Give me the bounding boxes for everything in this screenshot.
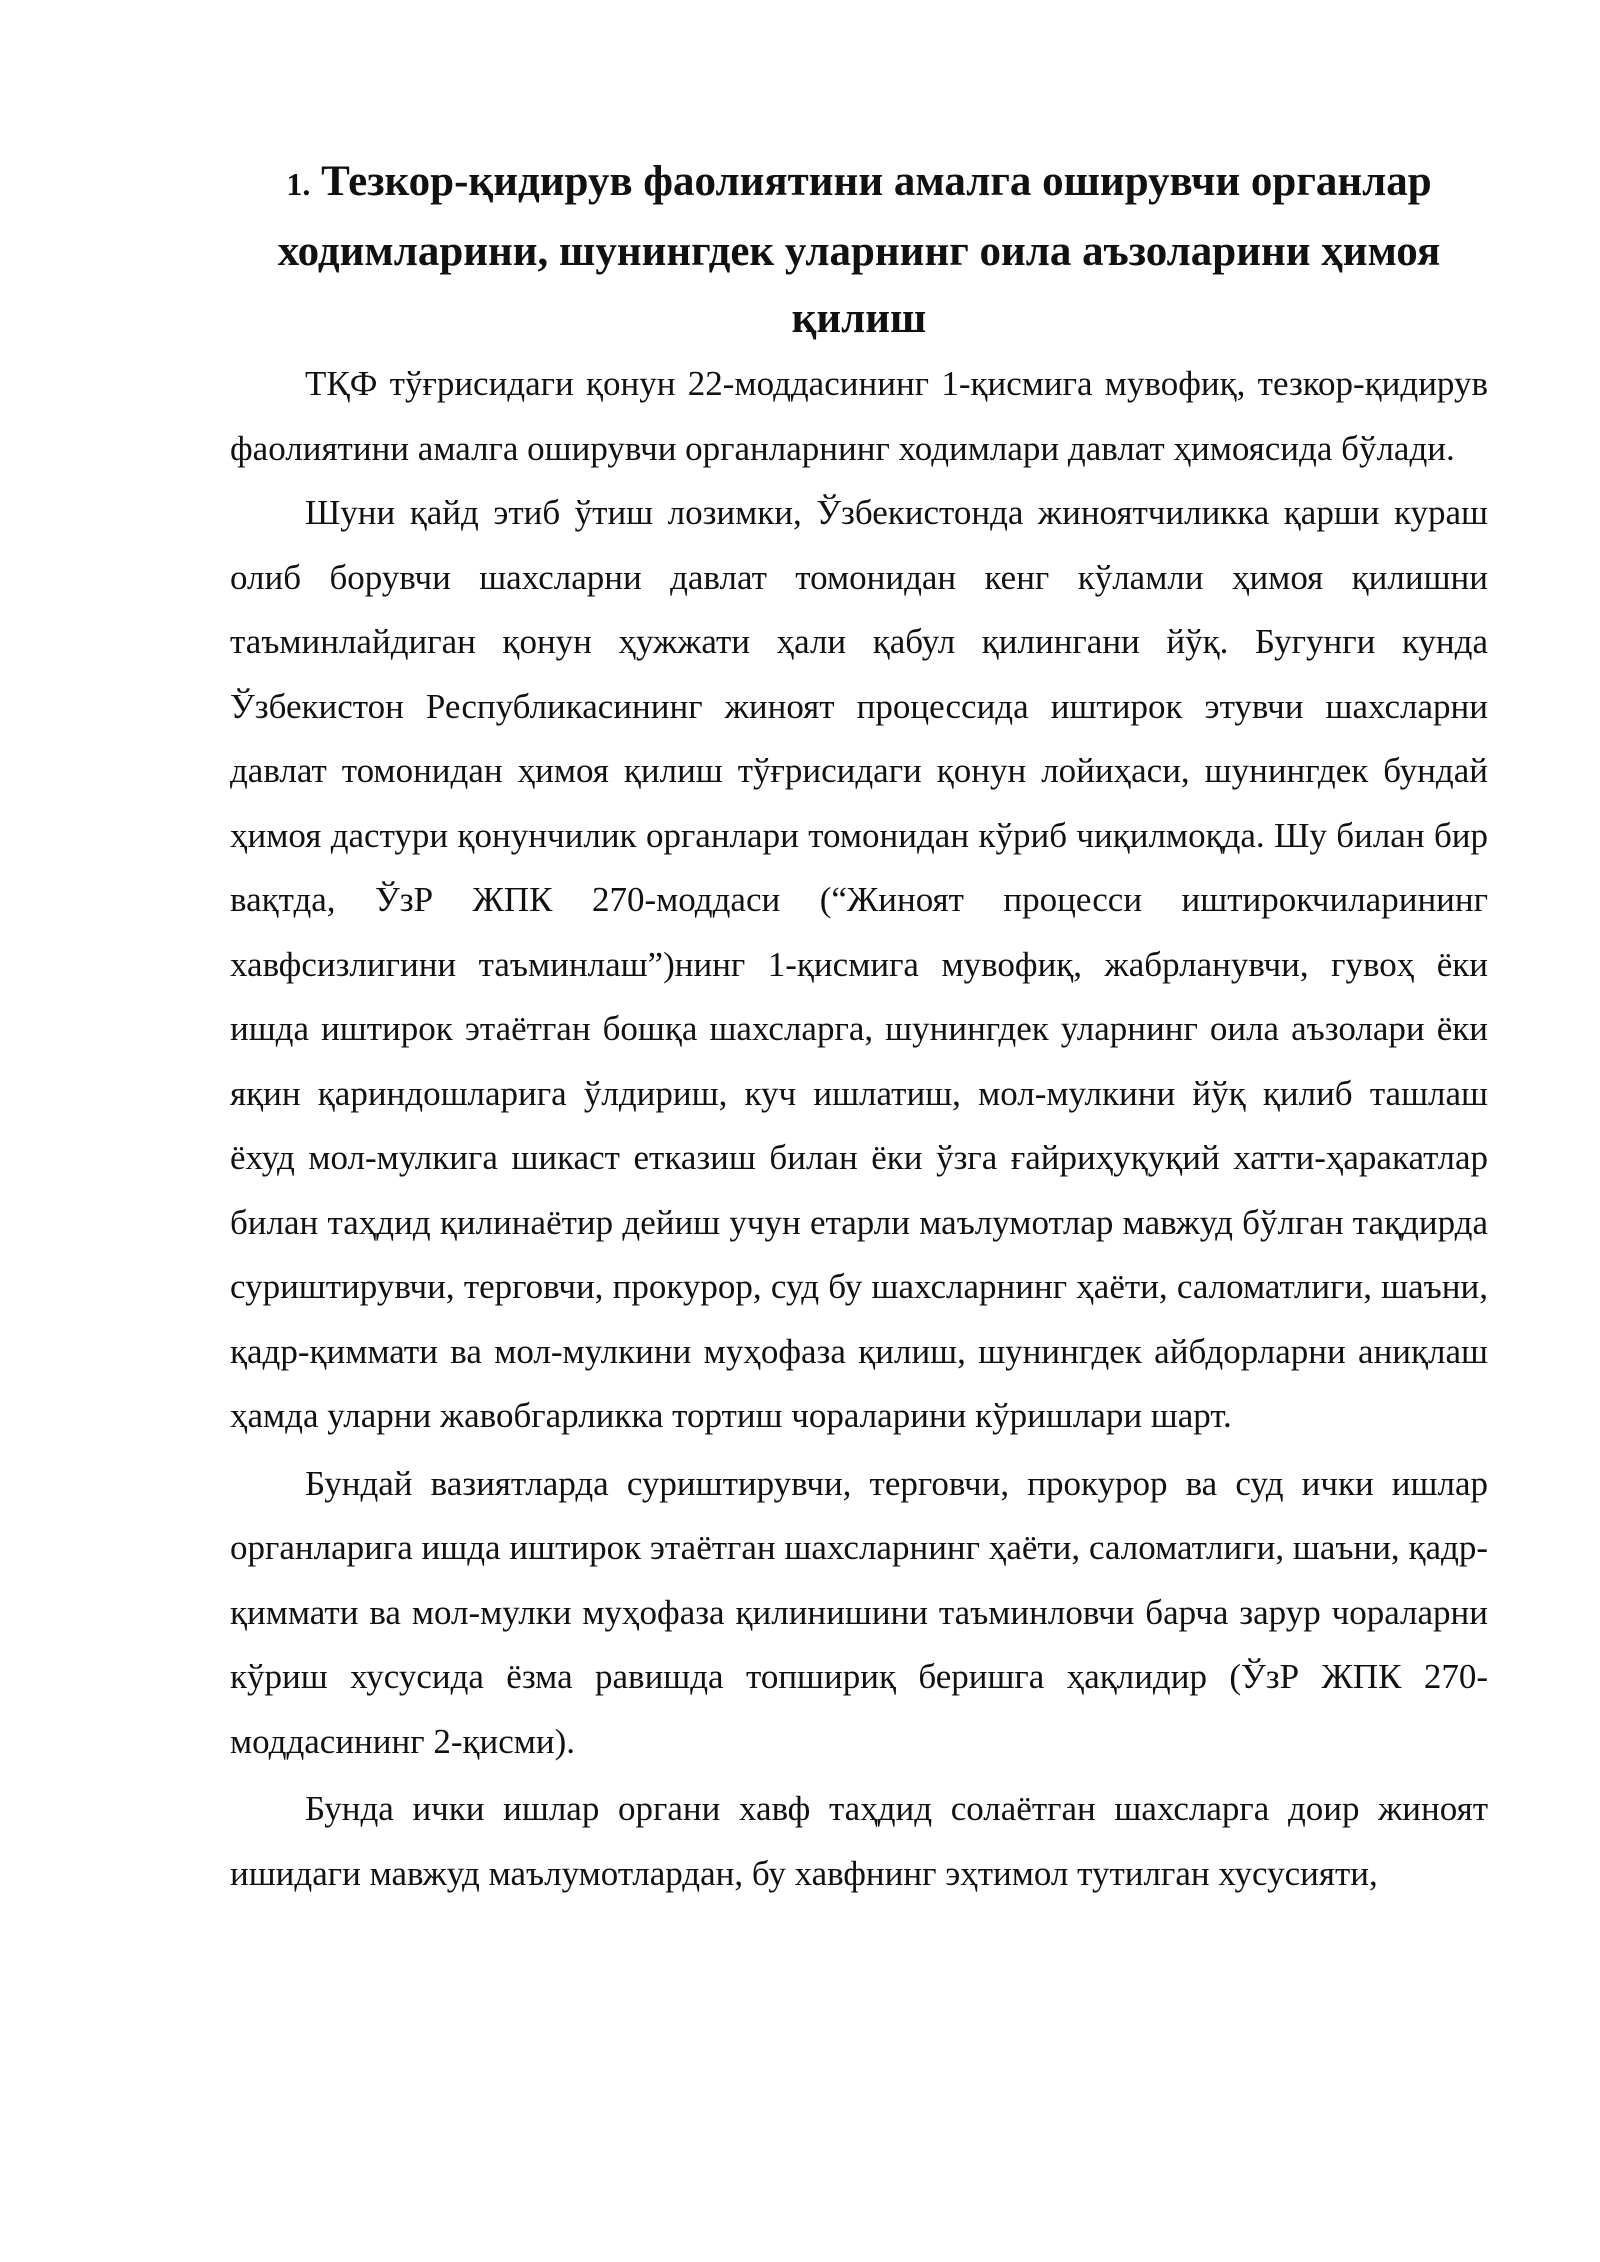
section-heading	[230, 148, 1488, 352]
paragraph: Бунда ички ишлар органи хавф таҳдид солаётган шахсларга доир жиноят ишидаги мавжуд маълумотлардан, бу хавфнинг эҳтимол тутилган хусусияти,	[230, 1789, 1488, 1893]
section-number: 1.	[286, 166, 311, 202]
paragraph: Шуни қайд этиб ўтиш лозимки, Ўзбекистонда жиноятчиликка қарши кураш олиб борувчи шахсларни давлат томонидан кенг кўламли ҳимоя қилишни таъминлайдиган қонун ҳужжати ҳали қабул қилингани йўқ. Бугунги кунда Ўзбекистон Республикасининг жиноят процессида иштирок этувчи шахсларни давлат томонидан ҳимоя қилиш тўғрисидаги қонун лойиҳаси, шунингдек бундай ҳимоя дастури қонунчилик органлари томонидан кўриб чиқилмоқда. Шу билан бир вақтда, ЎзР ЖПК 270-моддаси (“Жиноят процесси иштирокчиларининг хавфсизлигини таъминлаш”)нинг 1-қисмига мувофиқ, жабрланувчи, гувоҳ ёки ишда иштирок этаётган бошқа шахсларга, шунингдек уларнинг оила аъзолари ёки яқин қариндошларига ўлдириш, куч ишлатиш, мол-мулкини йўқ қилиб ташлаш ёхуд мол-мулкига шикаст етказиш билан ёки ўзга ғайриҳуқуқий хатти-ҳаракатлар билан таҳдид қилинаётир дейиш учун етарли маълумотлар мавжуд бўлган тақдирда суриштирувчи, терговчи, прокурор, суд бу шахсларнинг ҳаёти, саломатлиги, шаъни, қадр-қиммати ва мол-мулкини муҳофаза қилиш, шунингдек айбдорларни аниқлаш ҳамда уларни жавобгарликка тортиш чораларини кўришлари шарт.	[230, 493, 1488, 1435]
paragraph: Бундай вазиятларда суриштирувчи, терговчи, прокурор ва суд ички ишлар органларига ишда иштирок этаётган шахсларнинг ҳаёти, саломатлиги, шаъни, қадр-қиммати ва мол-мулки муҳофаза қилинишини таъминловчи барча зарур чораларни кўриш хусусида ёзма равишда топшириқ беришга ҳақлидир (ЎзР ЖПК 270-моддасининг 2-қисми).	[230, 1463, 1488, 1761]
section-title: Тезкор-қидирув фаолиятини амалга оширувчи органлар ходимларини, шунингдек уларнинг оила аъзоларини ҳимоя қилиш	[277, 158, 1441, 342]
page-content	[230, 148, 1488, 1906]
paragraph: ТҚФ тўғрисидаги қонун 22-моддасининг 1-қисмига мувофиқ, тезкор-қидирув фаолиятини амалга оширувчи органларнинг ходимлари давлат ҳимоясида бўлади.	[230, 364, 1488, 468]
